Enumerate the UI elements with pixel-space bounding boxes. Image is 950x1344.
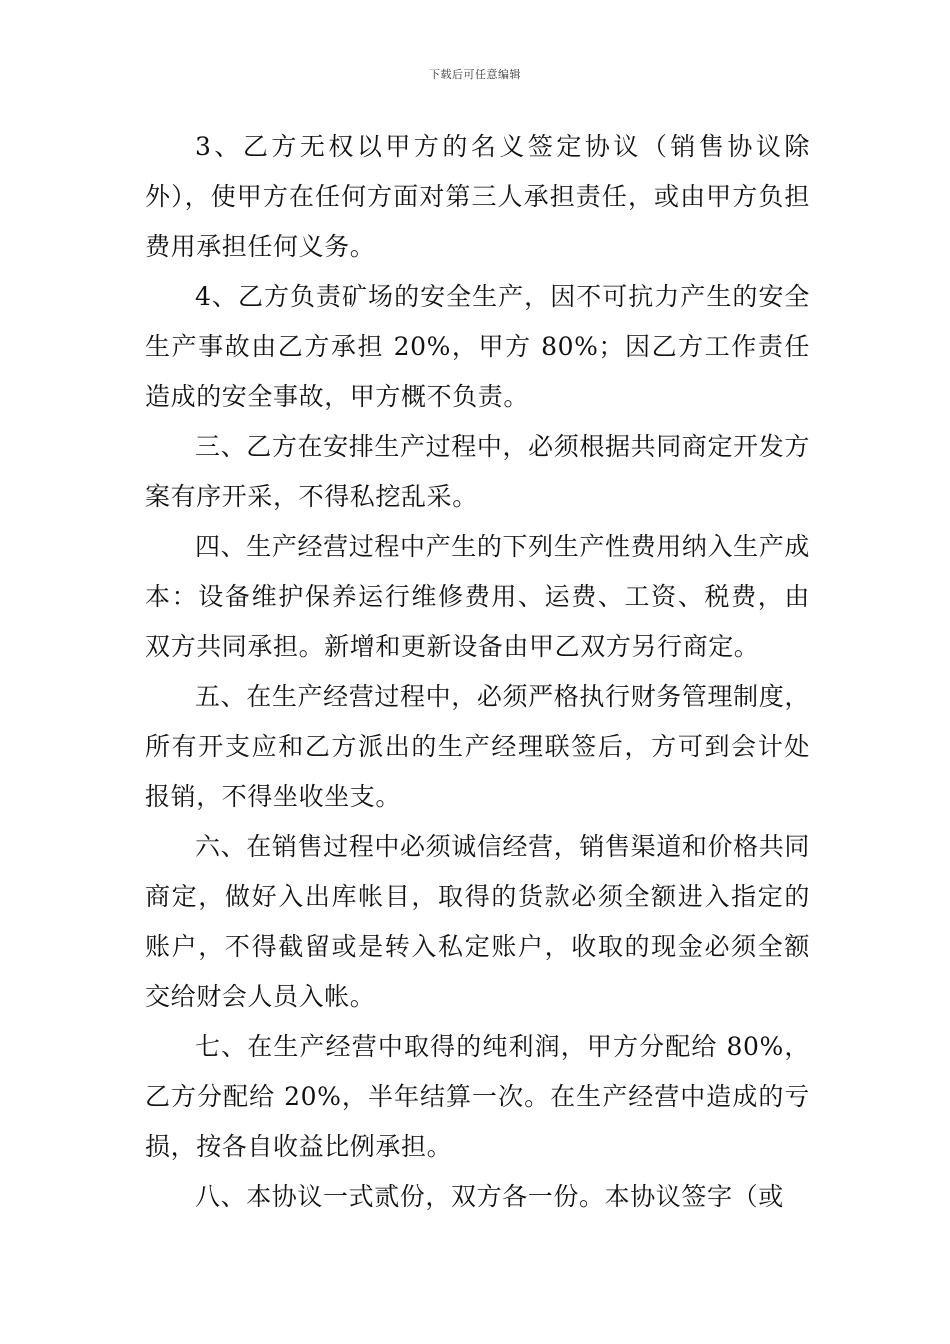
paragraph-section-5: 五、在生产经营过程中，必须严格执行财务管理制度，所有开支应和乙方派出的生产经理联签后，方可到会计处报销，不得坐收坐支。 bbox=[145, 682, 810, 811]
paragraph-section-6: 六、在销售过程中必须诚信经营，销售渠道和价格共同商定，做好入出库帐目，取得的货款必须全额进入指定的账户，不得截留或是转入私定账户，收取的现金必须全额交给财会人员入帐。 bbox=[145, 832, 810, 1011]
paragraph-clause-4: 4、乙方负责矿场的安全生产，因不可抗力产生的安全生产事故由乙方承担 20%，甲方 80%；因乙方工作责任造成的安全事故，甲方概不负责。 bbox=[145, 282, 810, 411]
paragraph-section-4: 四、生产经营过程中产生的下列生产性费用纳入生产成本：设备维护保养运行维修费用、运费、工资、税费，由双方共同承担。新增和更新设备由甲乙双方另行商定。 bbox=[145, 532, 810, 661]
paragraph-section-8: 八、本协议一式贰份，双方各一份。本协议签字（或 bbox=[195, 1182, 784, 1211]
document-body bbox=[145, 122, 810, 1222]
paragraph-section-7: 七、在生产经营中取得的纯利润，甲方分配给 80%，乙方分配给 20%，半年结算一次。在生产经营中造成的亏损，按各自收益比例承担。 bbox=[145, 1032, 810, 1161]
page-header: 下载后可任意编辑 bbox=[429, 68, 521, 81]
paragraph-section-3: 三、乙方在安排生产过程中，必须根据共同商定开发方案有序开采，不得私挖乱采。 bbox=[145, 432, 810, 511]
paragraph-clause-3: 3、乙方无权以甲方的名义签定协议（销售协议除外），使甲方在任何方面对第三人承担责任，或由甲方负担费用承担任何义务。 bbox=[145, 132, 810, 261]
